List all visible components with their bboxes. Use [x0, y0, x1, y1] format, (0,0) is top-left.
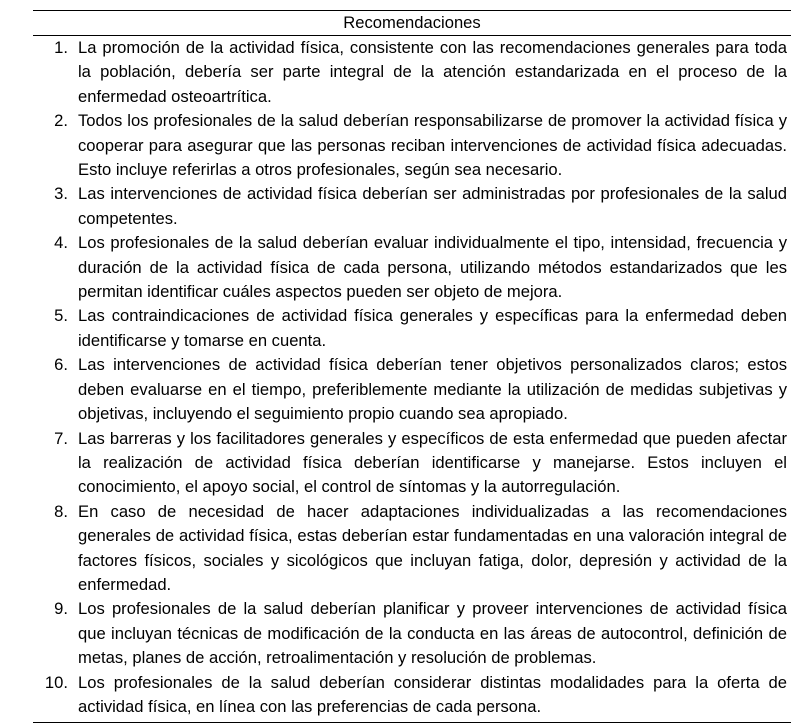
recommendations-table: [33, 10, 791, 723]
list-item: [33, 304, 791, 353]
item-number: 10.: [44, 672, 68, 692]
item-text: Las barreras y los facilitadores generales y específicos de esta enfermedad que pueden afectar la realización de actividad física deberían identificarse y manejarse. Estos incluyen el conocimiento, el apoyo social, el control de síntomas y la autorregulación.: [78, 428, 787, 497]
item-text: Las contraindicaciones de actividad física generales y específicas para la enfermedad deben identificarse y tomarse en cuenta.: [78, 306, 787, 350]
item-number: 5.: [54, 306, 68, 326]
item-number: 8.: [54, 501, 68, 521]
item-text: Los profesionales de la salud deberían planificar y proveer intervenciones de actividad física que incluyan técnicas de modificación de la conducta en las áreas de autocontrol, definición de metas, planes de acción, retroalimentación y resolución de problemas.: [78, 599, 787, 668]
item-text: Los profesionales de la salud deberían considerar distintas modalidades para la oferta de actividad física, en línea con las preferencias de cada persona.: [78, 672, 787, 716]
item-number: 9.: [54, 599, 68, 619]
item-text: Las intervenciones de actividad física deberían ser administradas por profesionales de la salud competentes.: [78, 184, 787, 228]
list-item: [33, 36, 791, 109]
list-item: [33, 231, 791, 304]
item-text: En caso de necesidad de hacer adaptaciones individualizadas a las recomendaciones generales de actividad física, estas deberían estar fundamentadas en una valoración integral de factores físicos, sociales y sicológicos que incluyan fatiga, dolor, depresión y actividad de la enfermedad.: [78, 501, 787, 594]
item-text: Todos los profesionales de la salud deberían responsabilizarse de promover la actividad física y cooperar para asegurar que las personas reciban intervenciones de actividad física adecuadas. Esto incluye referirlas a otros profesionales, según sea necesario.: [78, 111, 787, 180]
table-header: Recomendaciones: [33, 10, 791, 36]
item-text: Las intervenciones de actividad física deberían tener objetivos personalizados claros; estos deben evaluarse en el tiempo, preferiblemente mediante la utilización de medidas subjetivas y objetivas, incluyendo el seguimiento propio cuando sea apropiado.: [78, 355, 787, 424]
recommendations-list: [33, 36, 791, 723]
item-text: La promoción de la actividad física, consistente con las recomendaciones generales para toda la población, debería ser parte integral de la atención estandarizada en el proceso de la enfermedad osteoartrítica.: [78, 38, 787, 106]
list-item: [33, 109, 791, 182]
list-item: [33, 353, 791, 426]
item-number: 1.: [54, 38, 68, 57]
item-number: 2.: [54, 111, 68, 131]
list-item: [33, 182, 791, 231]
item-number: 7.: [54, 428, 68, 448]
list-item: [33, 671, 791, 720]
item-number: 6.: [54, 355, 68, 375]
list-item: [33, 427, 791, 500]
item-number: 3.: [54, 184, 68, 204]
item-text: Los profesionales de la salud deberían evaluar individualmente el tipo, intensidad, frecuencia y duración de la actividad física de cada persona, utilizando métodos estandarizados que les permitan identificar cuáles aspectos pueden ser objeto de mejora.: [78, 233, 787, 302]
item-number: 4.: [54, 233, 68, 253]
list-item: [33, 597, 791, 670]
list-item: [33, 500, 791, 598]
